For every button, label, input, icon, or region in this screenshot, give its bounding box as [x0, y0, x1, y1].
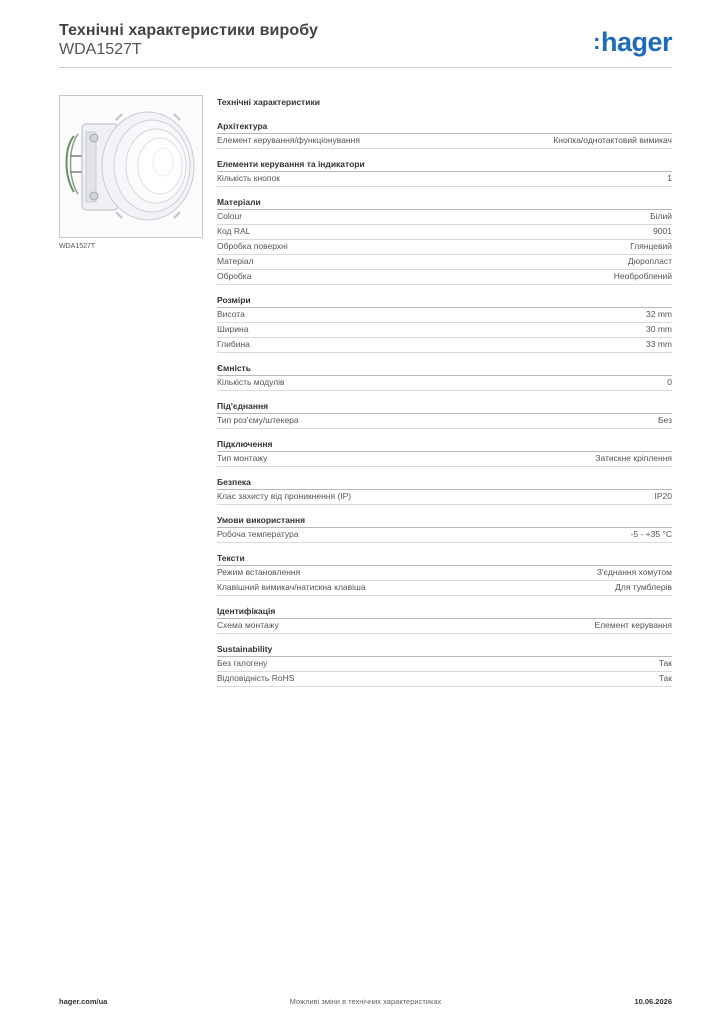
- footer-date: 10.06.2026: [634, 997, 672, 1006]
- header-divider: [59, 67, 672, 68]
- product-illustration-icon: [60, 96, 202, 237]
- spec-group-title: Елементи керування та індикатори: [217, 158, 672, 172]
- spec-group-title: Ідентифікація: [217, 605, 672, 619]
- page-header: [59, 22, 318, 59]
- spec-group-dimensions: [217, 294, 672, 353]
- spec-label: Режим встановлення: [217, 567, 301, 577]
- spec-row: [217, 210, 672, 225]
- spec-row: [217, 308, 672, 323]
- spec-row: [217, 566, 672, 581]
- spec-row: [217, 270, 672, 285]
- spec-label: Матеріал: [217, 256, 254, 266]
- spec-value: Так: [658, 658, 672, 668]
- spec-label: Без галогену: [217, 658, 268, 668]
- spec-group-architecture: [217, 120, 672, 149]
- spec-group-safety: [217, 476, 672, 505]
- spec-label: Клас захисту від проникнення (IP): [217, 491, 352, 501]
- spec-value: Елемент керування: [594, 620, 672, 630]
- spec-value: Білий: [650, 211, 672, 221]
- spec-group-controls: [217, 158, 672, 187]
- logo-text: hager: [600, 27, 672, 57]
- spec-group-title: Матеріали: [217, 196, 672, 210]
- spec-label: Обробка поверхні: [217, 241, 288, 251]
- spec-row: [217, 323, 672, 338]
- spec-label: Робоча температура: [217, 529, 299, 539]
- spec-value: Необроблений: [613, 271, 672, 281]
- spec-value: 32 mm: [646, 309, 672, 319]
- spec-group-capacity: [217, 362, 672, 391]
- spec-group-title: Безпека: [217, 476, 672, 490]
- spec-value: 0: [667, 377, 672, 387]
- website-link[interactable]: hager.com/ua: [59, 997, 108, 1006]
- spec-group-title: Sustainability: [217, 643, 672, 657]
- spec-group-title: Архітектура: [217, 120, 672, 134]
- page-title: Технічні характеристики виробу: [59, 22, 318, 39]
- spec-row: [217, 490, 672, 505]
- spec-value: 30 mm: [646, 324, 672, 334]
- spec-group-title: Під'єднання: [217, 400, 672, 414]
- spec-value: Затискне кріплення: [595, 453, 672, 463]
- spec-row: [217, 172, 672, 187]
- spec-row: [217, 619, 672, 634]
- spec-group-sustainability: [217, 643, 672, 687]
- spec-group-title: Розміри: [217, 294, 672, 308]
- spec-group-connection: [217, 400, 672, 429]
- spec-value: Дюропласт: [627, 256, 672, 266]
- spec-group-title: Ємність: [217, 362, 672, 376]
- spec-value: 9001: [653, 226, 672, 236]
- spec-value: -5 - +35 °C: [630, 529, 672, 539]
- spec-value: Для тумблерів: [615, 582, 672, 592]
- spec-group-texts: [217, 552, 672, 596]
- spec-label: Тип монтажу: [217, 453, 268, 463]
- hager-logo: [593, 27, 672, 57]
- spec-group-title: Умови використання: [217, 514, 672, 528]
- spec-row: [217, 338, 672, 353]
- spec-value: Глянцевий: [630, 241, 672, 251]
- spec-group-conditions: [217, 514, 672, 543]
- spec-row: [217, 414, 672, 429]
- spec-row: [217, 581, 672, 596]
- spec-row: [217, 225, 672, 240]
- spec-label: Colour: [217, 211, 243, 221]
- spec-group-materials: [217, 196, 672, 285]
- specs-heading: Технічні характеристики: [217, 97, 320, 107]
- spec-row: [217, 134, 672, 149]
- spec-row: [217, 376, 672, 391]
- spec-label: Обробка: [217, 271, 252, 281]
- spec-value: Так: [658, 673, 672, 683]
- spec-row: [217, 672, 672, 687]
- spec-label: Код RAL: [217, 226, 251, 236]
- footer-notice: Можливі зміни в технічних характеристиках: [289, 997, 442, 1006]
- spec-label: Елемент керування/функціонування: [217, 135, 360, 145]
- spec-label: Кількість модулів: [217, 377, 285, 387]
- product-image: [59, 95, 203, 238]
- spec-label: Ширина: [217, 324, 249, 334]
- logo-dots-icon: :: [593, 29, 600, 54]
- spec-group-title: Тексти: [217, 552, 672, 566]
- spec-value: Кнопка/однотактовий вимикач: [553, 135, 672, 145]
- spec-value: З'єднання хомутом: [596, 567, 672, 577]
- spec-value: 1: [667, 173, 672, 183]
- spec-row: [217, 452, 672, 467]
- spec-group-wiring: [217, 438, 672, 467]
- spec-row: [217, 255, 672, 270]
- specifications: [217, 96, 672, 696]
- spec-value: 33 mm: [646, 339, 672, 349]
- spec-group-identification: [217, 605, 672, 634]
- spec-group-title: Підключення: [217, 438, 672, 452]
- spec-row: [217, 657, 672, 672]
- spec-value: IP20: [654, 491, 672, 501]
- spec-value: Без: [657, 415, 672, 425]
- image-caption: WDA1527T: [59, 243, 96, 250]
- spec-label: Схема монтажу: [217, 620, 279, 630]
- spec-label: Відповідність RoHS: [217, 673, 295, 683]
- spec-label: Кількість кнопок: [217, 173, 280, 183]
- product-code: WDA1527T: [59, 41, 142, 58]
- spec-label: Висота: [217, 309, 245, 319]
- spec-row: [217, 240, 672, 255]
- spec-row: [217, 528, 672, 543]
- spec-label: Глибина: [217, 339, 250, 349]
- spec-label: Клавішний вимикач/натискна клавіша: [217, 582, 366, 592]
- spec-label: Тип роз'єму/штекера: [217, 415, 299, 425]
